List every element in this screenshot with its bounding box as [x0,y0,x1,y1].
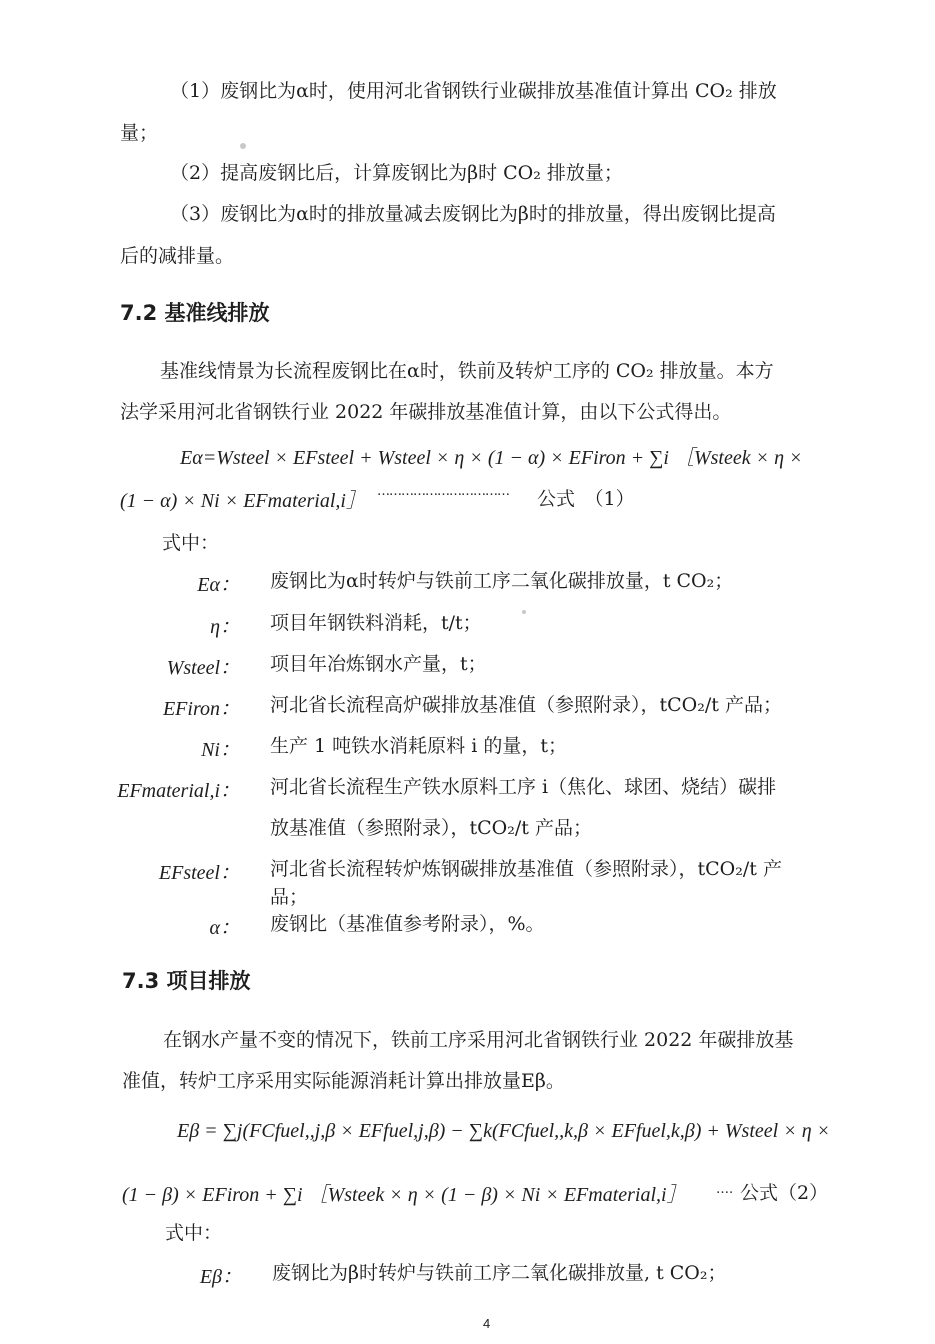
formula-1-dots: …………………………… [377,484,509,499]
formula-2-line-1: Eβ = ∑j(FCfuel,,j,β × EFfuel,j,β) − ∑k(FCfuel,,k,β × EFfuel,k,β) + Wsteel × η × [177,1120,831,1142]
def-text-e-beta: 废钢比为β时转炉与铁前工序二氧化碳排放量, t CO₂； [272,1262,727,1284]
def-text-n-i: 生产 1 吨铁水消耗原料 i 的量，t； [270,735,567,757]
formula-1-line-1: Eα=Wsteel × EFsteel + Wsteel × η × (1 − α) × EFiron + ∑i ［Wsteek × η × [180,447,803,469]
where-label-2: 式中： [165,1222,223,1244]
where-label-1: 式中： [162,532,220,554]
formula-2-dots: …. [716,1182,734,1197]
def-var-n-i: Ni： [201,739,240,761]
section-7-2-para-line-2: 法学采用河北省钢铁行业 2022 年碳排放基准值计算，由以下公式得出。 [120,401,732,423]
section-7-3-para-line-2: 准值，转炉工序采用实际能源消耗计算出排放量Eβ。 [122,1070,565,1092]
def-var-e-beta: Eβ： [199,1266,242,1288]
def-text-ef-iron: 河北省长流程高炉碳排放基准值（参照附录），tCO₂/t 产品； [270,694,782,716]
def-text-ef-material-line-2: 放基准值（参照附录），tCO₂/t 产品； [270,817,592,839]
def-var-ef-steel: EFsteel： [158,862,240,884]
step-1-line-1: （1）废钢比为α时，使用河北省钢铁行业碳排放基准值计算出 CO₂ 排放 [170,80,777,102]
def-var-alpha: α： [209,917,240,939]
def-text-e-alpha: 废钢比为α时转炉与铁前工序二氧化碳排放量，t CO₂； [270,570,734,592]
def-text-ef-steel-line-2: 品； [270,886,309,908]
scan-smudge [522,610,526,614]
section-7-2-heading: 7.2 基准线排放 [120,301,270,325]
section-7-3-para-line-1: 在钢水产量不变的情况下，铁前工序采用河北省钢铁行业 2022 年碳排放基 [163,1029,794,1051]
def-var-ef-iron: EFiron： [162,698,240,720]
step-3-line-1: （3）废钢比为α时的排放量减去废钢比为β时的排放量，得出废钢比提高 [170,203,776,225]
def-var-ef-material: EFmaterial,i： [117,780,240,802]
def-var-w-steel: Wsteel： [166,657,240,679]
section-7-2-para-line-1: 基准线情景为长流程废钢比在α时，铁前及转炉工序的 CO₂ 排放量。本方 [160,360,774,382]
def-text-eta: 项目年钢铁料消耗，t/t； [270,612,482,634]
formula-2-line-2: (1 − β) × EFiron + ∑i ［Wsteek × η × (1 − β) × Ni × EFmaterial,i］ [122,1184,687,1206]
page-number: 4 [483,1316,491,1331]
def-text-w-steel: 项目年冶炼钢水产量，t； [270,653,487,675]
step-3-line-2: 后的减排量。 [120,245,235,267]
formula-1-line-2: (1 − α) × Ni × EFmaterial,i］ [120,490,366,512]
def-var-eta: η： [210,616,240,638]
def-text-ef-material-line-1: 河北省长流程生产铁水原料工序 i（焦化、球团、烧结）碳排 [270,776,777,798]
formula-2-label: 公式（2） [740,1182,829,1204]
section-7-3-heading: 7.3 项目排放 [122,969,251,993]
step-1-line-2: 量； [120,122,159,144]
def-text-alpha: 废钢比（基准值参考附录），%。 [270,913,545,935]
scan-smudge [240,143,246,149]
step-2: （2）提高废钢比后，计算废钢比为β时 CO₂ 排放量； [170,162,623,184]
def-var-e-alpha: Eα： [197,574,240,596]
formula-1-label: 公式 （1） [537,488,635,510]
def-text-ef-steel-line-1: 河北省长流程转炉炼钢碳排放基准值（参照附录），tCO₂/t 产 [270,858,782,880]
